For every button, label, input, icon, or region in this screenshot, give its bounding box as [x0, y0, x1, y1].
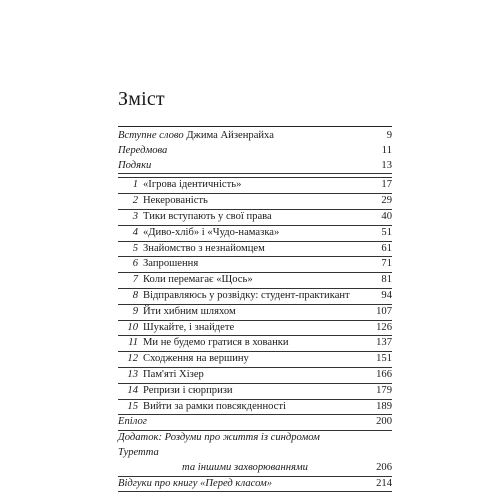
- entry-label-italic: [118, 431, 392, 475]
- entry-label-wrap: [118, 384, 392, 399]
- toc-entry-chapter: [118, 321, 392, 337]
- chapter-number: 3: [132, 210, 138, 222]
- entry-page-number: 166: [376, 368, 392, 380]
- entry-label-italic: Подяки: [118, 159, 152, 171]
- chapter-number: 14: [127, 384, 138, 396]
- toc-entry-chapter: [118, 210, 392, 226]
- entry-label-wrap: [118, 305, 392, 320]
- toc-entry-chapter: [118, 242, 392, 258]
- chapter-number: 4: [132, 226, 138, 238]
- toc-entry-epilogue: [118, 415, 392, 431]
- entry-label-wrap: [118, 273, 392, 288]
- entry-page-number: 206: [376, 461, 392, 473]
- entry-page-number: 29: [381, 195, 392, 207]
- entry-label-line1: Додаток: Роздуми про життя із синдромом Туретта: [118, 432, 320, 458]
- toc-entry-chapter: [118, 336, 392, 352]
- entry-label-wrap: [118, 400, 392, 415]
- toc-entry-chapter: [118, 352, 392, 368]
- entry-page-number: 151: [376, 353, 392, 365]
- chapter-title: Пам'яті Хізер: [143, 368, 204, 380]
- chapter-title: Коли перемагає «Щось»: [143, 274, 253, 286]
- toc-entry-chapter: [118, 289, 392, 305]
- entry-page-number: 13: [381, 159, 392, 171]
- entry-page-number: 51: [381, 226, 392, 238]
- toc-entry-chapter: [118, 257, 392, 273]
- chapter-number: 5: [132, 242, 138, 254]
- entry-page-number: 71: [381, 258, 392, 270]
- entry-page-number: 94: [381, 289, 392, 301]
- entry-page-number: 200: [376, 416, 392, 428]
- entry-label-wrap: [118, 257, 392, 272]
- entry-label-wrap: [118, 226, 392, 241]
- entry-label-italic: Відгуки про книгу «Перед класом»: [118, 477, 273, 489]
- chapter-number: 2: [132, 195, 138, 207]
- entry-page-number: 11: [381, 144, 392, 156]
- toc-entry-chapter: [118, 178, 392, 194]
- entry-page-number: 107: [376, 305, 392, 317]
- chapter-number: 12: [127, 353, 138, 365]
- chapter-number: 10: [127, 321, 138, 333]
- chapter-number: 9: [132, 305, 138, 317]
- toc-top-rule: [118, 126, 392, 127]
- toc-entry-chapter: [118, 273, 392, 289]
- entry-label-wrap: [118, 289, 392, 304]
- table-of-contents: [118, 126, 392, 492]
- chapter-title: Вийти за рамки повсякденності: [143, 400, 286, 412]
- toc-entry-chapter: [118, 194, 392, 210]
- toc-entry-appendix: [118, 431, 392, 476]
- chapter-title: Запрошення: [143, 258, 199, 270]
- chapter-title: Некерованість: [143, 195, 208, 207]
- entry-page-number: 137: [376, 337, 392, 349]
- entry-label: Джима Айзенрайха: [183, 130, 274, 141]
- chapter-title: Йти хибним шляхом: [143, 305, 236, 317]
- entry-page-number: 9: [386, 130, 392, 141]
- chapter-number: 13: [127, 368, 138, 380]
- entry-label-wrap: [118, 368, 392, 383]
- chapter-title: Знайомство з незнайомцем: [143, 242, 265, 254]
- chapter-number: 15: [127, 400, 138, 412]
- entry-label-italic: Передмова: [118, 144, 168, 156]
- toc-entry-foreword: [118, 129, 392, 144]
- chapter-number: 8: [132, 289, 138, 301]
- chapter-title: «Ігрова ідентичність»: [143, 179, 242, 191]
- entry-label-wrap: [118, 210, 392, 225]
- entry-label-wrap: [118, 336, 392, 351]
- toc-entry-reviews: [118, 477, 392, 493]
- chapter-title: «Диво-хліб» і «Чудо-намазка»: [143, 226, 280, 238]
- entry-page-number: 179: [376, 384, 392, 396]
- toc-entry-chapter: [118, 368, 392, 384]
- toc-entry-chapter: [118, 305, 392, 321]
- chapter-title: Сходження на вершину: [143, 353, 249, 365]
- chapter-number: 6: [132, 258, 138, 270]
- entry-page-number: 17: [381, 179, 392, 191]
- chapter-title: Тики вступають у свої права: [143, 210, 272, 222]
- toc-entry-preface: [118, 144, 392, 159]
- chapter-title: Шукайте, і знайдете: [143, 321, 235, 333]
- chapter-title: Ми не будемо гратися в хованки: [143, 337, 289, 349]
- entry-page-number: 40: [381, 210, 392, 222]
- chapter-title: Відправляюсь у розвідку: студент-практикант: [143, 289, 350, 301]
- chapter-list: [118, 178, 392, 415]
- entry-label-wrap: [118, 352, 392, 367]
- entry-label-italic: Епілог: [118, 416, 147, 428]
- page-title: Зміст: [118, 88, 165, 110]
- entry-page-number: 126: [376, 321, 392, 333]
- entry-page-number: 81: [381, 274, 392, 286]
- entry-page-number: 61: [381, 242, 392, 254]
- chapter-number: 1: [132, 179, 138, 191]
- entry-page-number: 214: [376, 477, 392, 489]
- chapter-number: 11: [128, 337, 138, 349]
- chapter-number: 7: [132, 274, 138, 286]
- chapter-title: Репризи і сюрпризи: [143, 384, 233, 396]
- toc-entry-chapter: [118, 400, 392, 416]
- entry-label-wrap: [118, 194, 392, 209]
- toc-entry-acknowledgements: [118, 159, 392, 175]
- entry-label-wrap: [118, 321, 392, 336]
- entry-label-line2: та іншими захворюваннями: [182, 461, 308, 473]
- entry-page-number: 189: [376, 400, 392, 412]
- entry-label-italic: Вступне слово: [118, 130, 184, 141]
- toc-entry-chapter: [118, 226, 392, 242]
- entry-label-wrap: [118, 178, 392, 193]
- toc-entry-chapter: [118, 384, 392, 400]
- entry-label-wrap: [118, 242, 392, 257]
